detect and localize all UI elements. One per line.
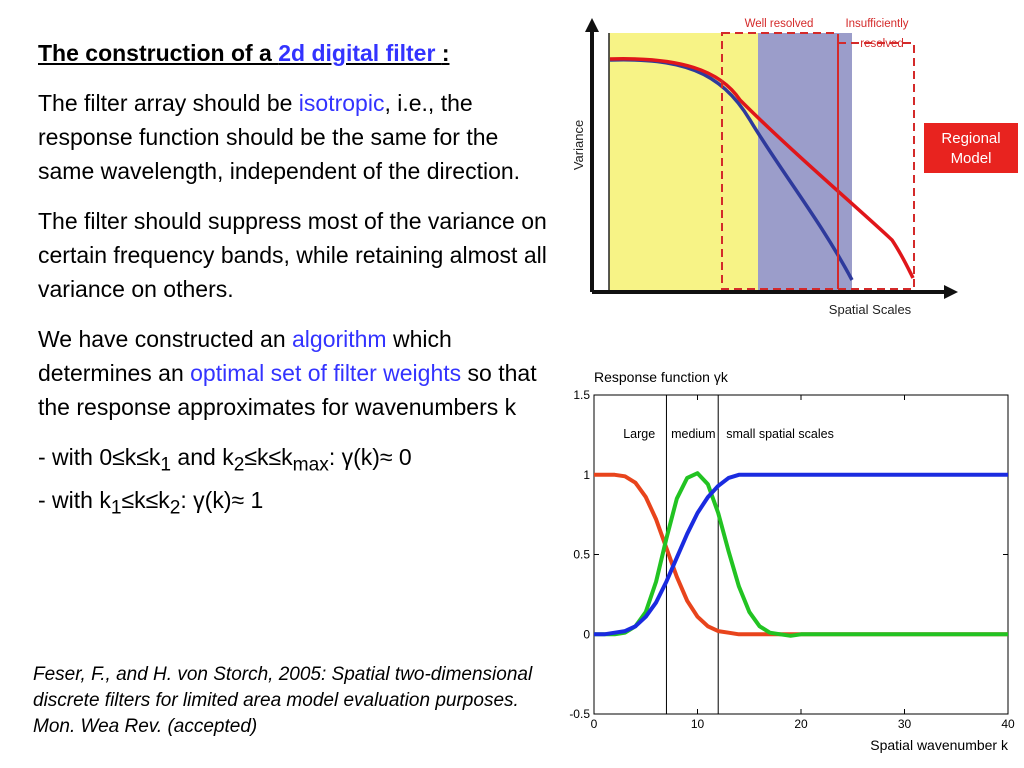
p3-b: which determines an xyxy=(38,326,452,386)
conditions xyxy=(38,440,558,525)
response-chart-layer xyxy=(569,369,1015,753)
y-tick-label: -0.5 xyxy=(569,707,590,721)
regional-label-2: Model xyxy=(950,150,992,167)
variance-x-label: Spatial Scales xyxy=(828,302,912,317)
x-tick-label: 0 xyxy=(590,717,598,731)
regional-label-1: Regional xyxy=(941,130,1001,147)
x-tick-label: 20 xyxy=(794,717,808,731)
c2-c: : γ(k)≈ 1 xyxy=(180,486,264,513)
paragraph-algorithm xyxy=(38,322,558,424)
paragraph-isotropic xyxy=(38,86,558,188)
p1-before: The filter array should be xyxy=(38,90,299,116)
c2-s1: 1 xyxy=(110,497,122,519)
plot-frame xyxy=(594,395,1008,714)
insufficiently-label-2: resolved xyxy=(860,38,904,50)
paragraph-suppress: The filter should suppress most of the variance on certain frequency bands, while retaining almost all variance on others. xyxy=(38,208,547,302)
response-chart xyxy=(560,362,1024,762)
slide-title xyxy=(38,36,558,70)
citation-line-3: Mon. Wea Rev. (accepted) xyxy=(33,716,258,737)
c1-s3: max xyxy=(292,454,329,476)
c2-a: - with k xyxy=(38,486,111,513)
x-axis-label: Spatial wavenumber k xyxy=(870,737,1008,753)
c1-s1: 1 xyxy=(160,454,172,476)
c1-s2: 2 xyxy=(233,454,245,476)
y-tick-label: 1 xyxy=(583,467,590,482)
citation xyxy=(33,662,563,748)
y-tick-label: 0 xyxy=(583,627,590,642)
p1-after: , i.e., the response function should be the same for the same wavelength, independent of the direction. xyxy=(38,90,521,184)
y-tick-label: 1.5 xyxy=(573,388,590,402)
y-axis-arrow-icon xyxy=(585,18,599,32)
chart-title: Response function γk xyxy=(594,369,728,385)
x-axis-arrow-icon xyxy=(944,285,958,299)
citation-line-1: Feser, F., and H. von Storch, 2005: Spatial two-dimensional xyxy=(33,664,533,685)
condition-zero xyxy=(38,440,558,483)
well-resolved-label: Well resolved xyxy=(744,18,814,30)
c1-d: : γ(k)≈ 0 xyxy=(328,444,412,470)
variance-y-label: Variance xyxy=(571,119,586,171)
y-tick-label: 0.5 xyxy=(573,547,590,562)
c1-c: ≤k≤k xyxy=(244,444,293,470)
c1-b: and k xyxy=(171,444,234,470)
main-text xyxy=(38,36,558,525)
title-link[interactable]: 2d digital filter xyxy=(278,40,442,66)
title-prefix: The construction of a xyxy=(38,40,279,66)
optimal-weights-link[interactable]: optimal set of filter weights xyxy=(190,360,462,386)
c2-b: ≤k≤k xyxy=(121,486,170,513)
algorithm-link[interactable]: algorithm xyxy=(292,326,387,352)
well-resolved-region xyxy=(609,33,758,290)
isotropic-link[interactable]: isotropic xyxy=(298,90,385,116)
c2-s2: 2 xyxy=(169,497,181,519)
insufficiently-label-1: Insufficiently xyxy=(845,18,909,30)
condition-one xyxy=(38,483,558,526)
x-tick-label: 10 xyxy=(690,717,705,731)
region-label-medium: medium xyxy=(671,427,716,441)
variance-figure xyxy=(560,10,1020,330)
p3-c: so that the response approximates for wavenumbers k xyxy=(38,360,537,420)
c1-a: - with 0≤k≤k xyxy=(38,444,161,470)
x-tick-label: 40 xyxy=(1001,717,1015,731)
citation-line-2: discrete filters for limited area model evaluation purposes. xyxy=(33,690,519,711)
x-tick-label: 30 xyxy=(897,717,912,731)
p3-a: We have constructed an xyxy=(38,326,292,352)
region-label-large: Large xyxy=(623,427,656,441)
region-label-small: small spatial scales xyxy=(726,427,834,441)
title-suffix: : xyxy=(441,40,450,66)
